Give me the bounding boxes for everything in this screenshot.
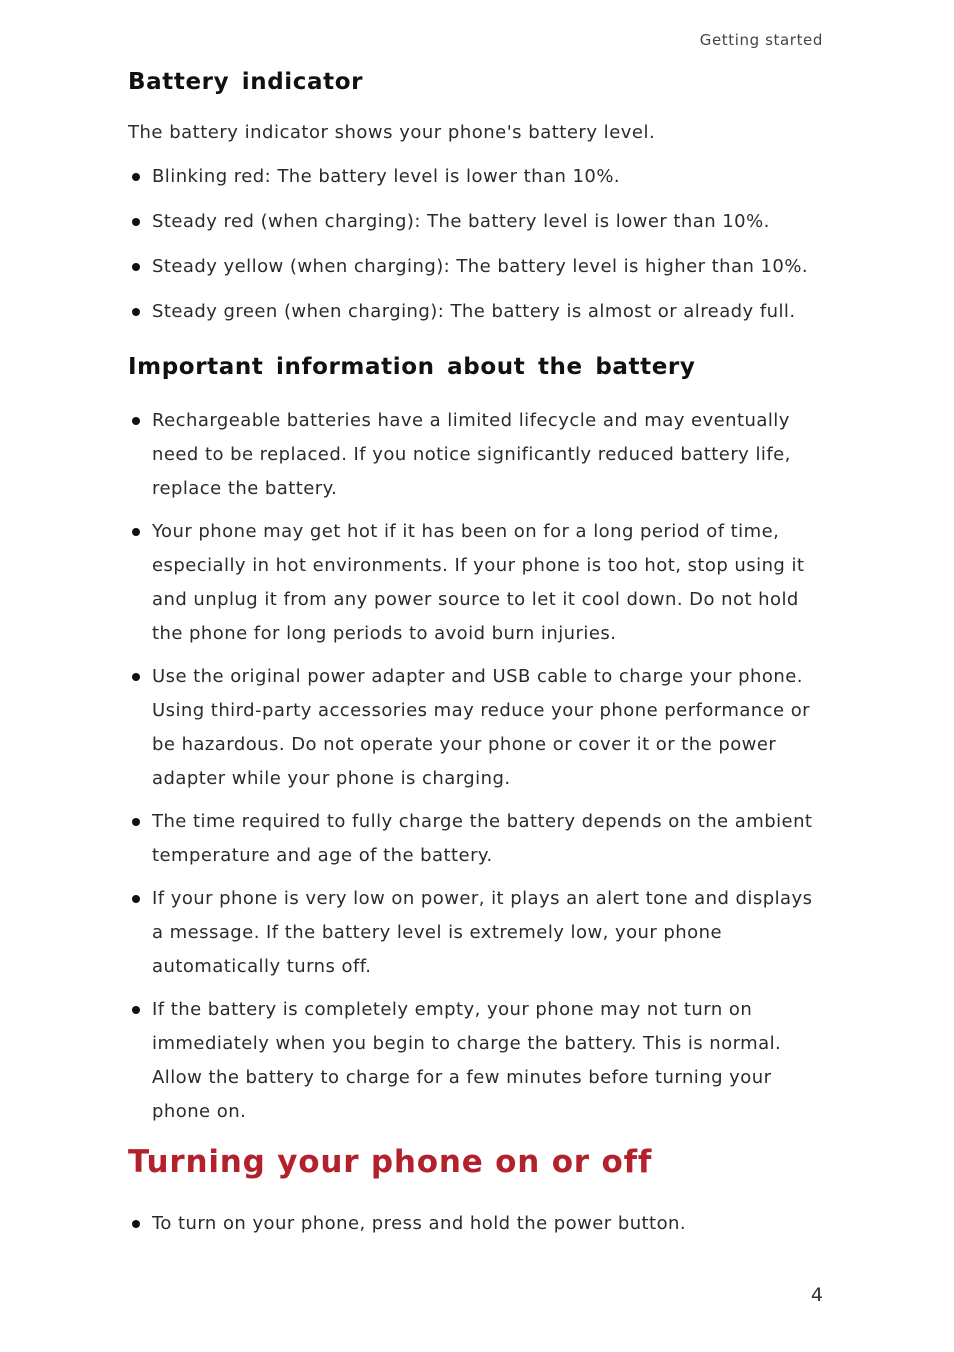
list-item-text: Blinking red: The battery level is lower than 10%. — [152, 166, 621, 187]
list-item — [128, 805, 828, 873]
list-item-text: Steady red (when charging): The battery level is lower than 10%. — [152, 211, 770, 232]
turning-on-off-heading: Turning your phone on or off — [128, 1144, 653, 1180]
battery-indicator-heading: Battery indicator — [128, 69, 364, 95]
list-item-text: Use the original power adapter and USB cable to charge your phone. Using third-party accessories may reduce your phone performance or be hazardous. Do not operate your phone or cover it or the power adapter while your phone is charging. — [152, 666, 811, 789]
important-info-list — [128, 404, 828, 1138]
page-number: 4 — [810, 1284, 823, 1306]
list-item — [128, 404, 828, 506]
bullet-icon — [132, 1220, 140, 1228]
bullet-icon — [132, 1006, 140, 1014]
list-item — [128, 660, 828, 796]
list-item — [128, 515, 828, 651]
list-item — [128, 882, 828, 984]
list-item-text: If your phone is very low on power, it plays an alert tone and displays a message. If the battery level is extremely low, your phone automatically turns off. — [152, 888, 813, 977]
running-header: Getting started — [699, 31, 823, 49]
list-item-text: Your phone may get hot if it has been on for a long period of time, especially in hot environments. If your phone is too hot, stop using it and unplug it from any power source to let it cool down. Do not hold the phone for long periods to avoid burn injuries. — [152, 521, 805, 644]
turning-on-off-list — [128, 1207, 828, 1252]
bullet-icon — [132, 218, 140, 226]
bullet-icon — [132, 308, 140, 316]
list-item-text: Steady green (when charging): The battery is almost or already full. — [152, 301, 796, 322]
bullet-icon — [132, 818, 140, 826]
bullet-icon — [132, 673, 140, 681]
list-item-text: Rechargeable batteries have a limited lifecycle and may eventually need to be replaced. If you notice significantly reduced battery life, replace the battery. — [152, 410, 791, 499]
battery-indicator-intro: The battery indicator shows your phone's battery level. — [128, 122, 656, 143]
bullet-icon — [132, 263, 140, 271]
bullet-icon — [132, 173, 140, 181]
list-item — [128, 993, 828, 1129]
list-item — [128, 295, 828, 329]
list-item-text: Steady yellow (when charging): The battery level is higher than 10%. — [152, 256, 809, 277]
bullet-icon — [132, 895, 140, 903]
list-item — [128, 250, 828, 284]
list-item-text: If the battery is completely empty, your phone may not turn on immediately when you begin to charge the battery. This is normal. Allow the battery to charge for a few minutes before turning your phone on. — [152, 999, 782, 1122]
bullet-icon — [132, 417, 140, 425]
list-item — [128, 160, 828, 194]
list-item — [128, 205, 828, 239]
list-item-text: To turn on your phone, press and hold the power button. — [152, 1213, 687, 1234]
bullet-icon — [132, 528, 140, 536]
battery-indicator-list — [128, 160, 828, 340]
list-item-text: The time required to fully charge the battery depends on the ambient temperature and age of the battery. — [152, 811, 813, 866]
important-info-heading: Important information about the battery — [128, 354, 696, 380]
list-item — [128, 1207, 828, 1241]
